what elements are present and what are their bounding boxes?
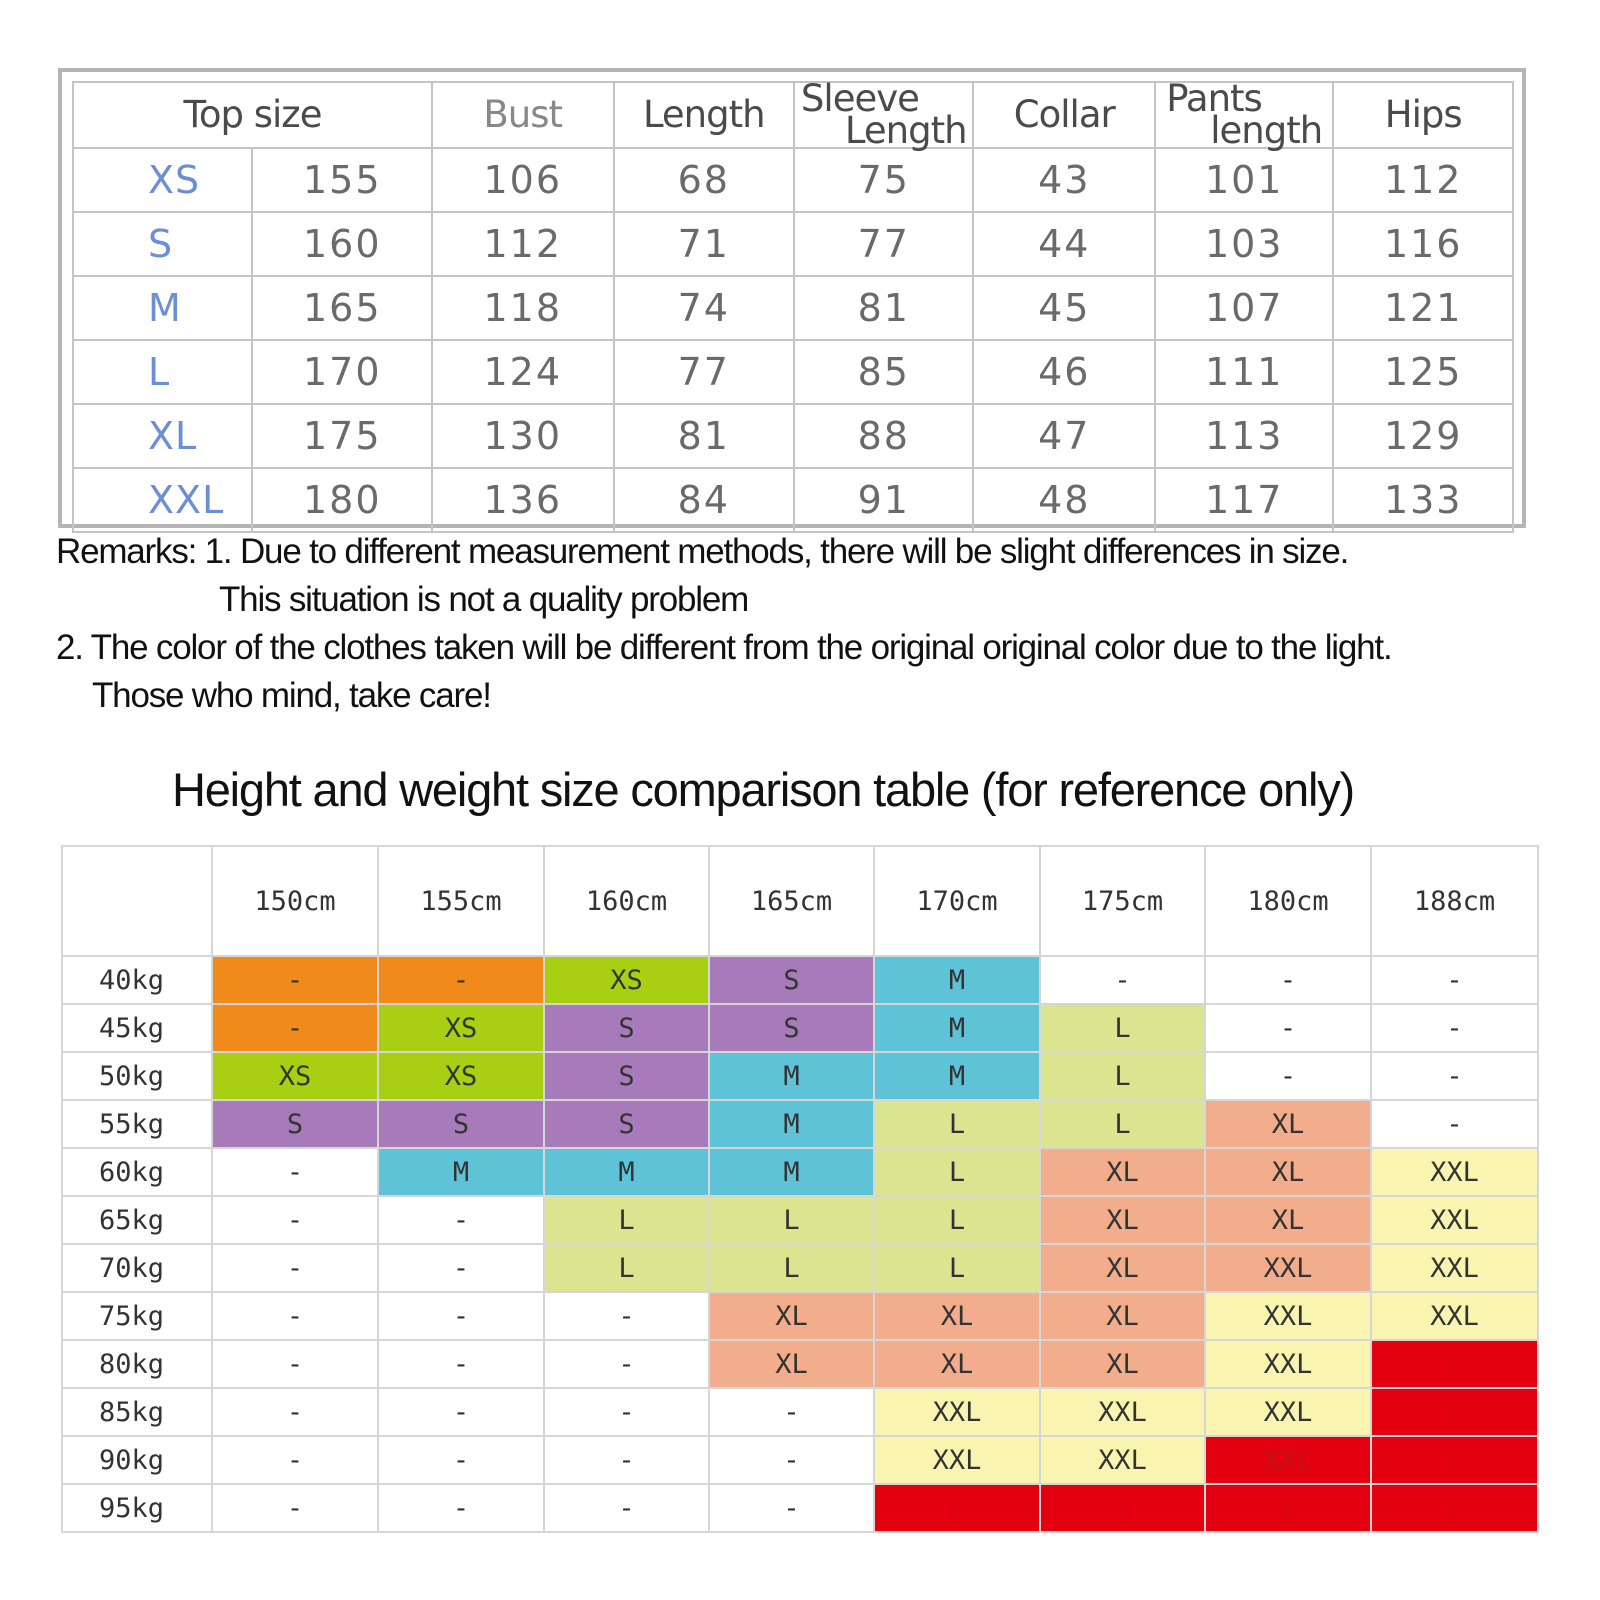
size-recommendation-cell: L bbox=[1040, 1100, 1205, 1148]
height-header-cell: 188cm bbox=[1371, 846, 1538, 956]
size-cell-hips: 112 bbox=[1333, 148, 1513, 212]
size-recommendation-cell: XXL bbox=[1371, 1196, 1538, 1244]
size-recommendation-cell: - bbox=[1205, 1004, 1371, 1052]
size-recommendation-cell: XS bbox=[212, 1052, 378, 1100]
size-recommendation-cell: - bbox=[378, 1484, 544, 1532]
weight-row bbox=[62, 1244, 1538, 1292]
size-recommendation-cell: M bbox=[709, 1148, 874, 1196]
height-header-cell: 175cm bbox=[1040, 846, 1205, 956]
size-recommendation-cell: XL bbox=[1040, 1196, 1205, 1244]
size-recommendation-cell: - bbox=[1371, 1052, 1538, 1100]
size-cell-size: M bbox=[73, 276, 252, 340]
size-recommendation-cell: XXL bbox=[1205, 1244, 1371, 1292]
size-recommendation-cell: - bbox=[212, 1388, 378, 1436]
size-recommendation-cell: S bbox=[544, 1052, 709, 1100]
size-recommendation-cell: - bbox=[709, 1388, 874, 1436]
size-recommendation-cell: - bbox=[544, 1436, 709, 1484]
height-header-cell: 165cm bbox=[709, 846, 874, 956]
height-header-cell: 160cm bbox=[544, 846, 709, 956]
weight-label: 95kg bbox=[62, 1484, 212, 1532]
size-cell-size: XXL bbox=[73, 468, 252, 532]
size-recommendation-cell: L bbox=[874, 1148, 1040, 1196]
height-header-cell: 170cm bbox=[874, 846, 1040, 956]
remark-line-2: This situation is not a quality problem bbox=[219, 580, 749, 619]
size-recommendation-cell: XL bbox=[709, 1340, 874, 1388]
weight-label: 75kg bbox=[62, 1292, 212, 1340]
size-cell-height: 170 bbox=[252, 340, 432, 404]
height-weight-table bbox=[61, 845, 1539, 1533]
size-recommendation-cell: - bbox=[378, 1388, 544, 1436]
size-recommendation-cell: M bbox=[874, 1052, 1040, 1100]
size-cell-size: S bbox=[73, 212, 252, 276]
size-cell-pants: 117 bbox=[1155, 468, 1333, 532]
size-recommendation-cell: M bbox=[709, 1052, 874, 1100]
size-recommendation-cell: XL bbox=[1040, 1292, 1205, 1340]
header-pants-length bbox=[1155, 77, 1333, 152]
size-cell-hips: 125 bbox=[1333, 340, 1513, 404]
size-recommendation-cell: - bbox=[212, 1004, 378, 1052]
size-recommendation-cell: - bbox=[544, 1292, 709, 1340]
size-recommendation-cell: - bbox=[212, 1292, 378, 1340]
size-recommendation-cell: XXL bbox=[874, 1388, 1040, 1436]
size-cell-bust: 112 bbox=[432, 212, 614, 276]
size-cell-pants: 103 bbox=[1155, 212, 1333, 276]
size-recommendation-cell: L bbox=[874, 1196, 1040, 1244]
size-recommendation-cell: XXL bbox=[1205, 1436, 1371, 1484]
weight-row bbox=[62, 956, 1538, 1004]
weight-label: 90kg bbox=[62, 1436, 212, 1484]
weight-label: 65kg bbox=[62, 1196, 212, 1244]
weight-label: 45kg bbox=[62, 1004, 212, 1052]
size-recommendation-cell: M bbox=[378, 1148, 544, 1196]
height-header-cell: 180cm bbox=[1205, 846, 1371, 956]
size-recommendation-cell: - bbox=[1371, 1388, 1538, 1436]
size-recommendation-cell: - bbox=[212, 1244, 378, 1292]
size-recommendation-cell: - bbox=[1371, 1484, 1538, 1532]
corner-cell bbox=[62, 846, 212, 956]
size-recommendation-cell: XS bbox=[378, 1052, 544, 1100]
height-weight-body bbox=[62, 956, 1538, 1532]
size-recommendation-cell: XL bbox=[874, 1292, 1040, 1340]
height-weight-title: Height and weight size comparison table (for reference only) bbox=[172, 763, 1354, 816]
size-cell-pants: 113 bbox=[1155, 404, 1333, 468]
size-recommendation-cell: - bbox=[212, 1484, 378, 1532]
size-recommendation-cell: L bbox=[874, 1244, 1040, 1292]
size-cell-collar: 45 bbox=[973, 276, 1155, 340]
header-collar: Collar bbox=[973, 82, 1155, 148]
size-recommendation-cell: - bbox=[709, 1436, 874, 1484]
size-cell-collar: 47 bbox=[973, 404, 1155, 468]
size-recommendation-cell: S bbox=[544, 1004, 709, 1052]
size-recommendation-cell: L bbox=[1040, 1052, 1205, 1100]
size-cell-length: 74 bbox=[614, 276, 795, 340]
weight-label: 80kg bbox=[62, 1340, 212, 1388]
weight-row bbox=[62, 1388, 1538, 1436]
size-recommendation-cell: - bbox=[1205, 1484, 1371, 1532]
size-cell-hips: 116 bbox=[1333, 212, 1513, 276]
weight-row bbox=[62, 1340, 1538, 1388]
weight-row bbox=[62, 1100, 1538, 1148]
size-recommendation-cell: - bbox=[1205, 956, 1371, 1004]
size-recommendation-cell: S bbox=[544, 1100, 709, 1148]
size-cell-height: 175 bbox=[252, 404, 432, 468]
size-recommendation-cell: XL bbox=[1205, 1100, 1371, 1148]
size-cell-bust: 106 bbox=[432, 148, 614, 212]
size-cell-sleeve: 81 bbox=[794, 276, 973, 340]
size-recommendation-cell: L bbox=[709, 1244, 874, 1292]
size-row bbox=[73, 340, 1513, 404]
size-cell-collar: 43 bbox=[973, 148, 1155, 212]
size-cell-hips: 133 bbox=[1333, 468, 1513, 532]
size-row bbox=[73, 276, 1513, 340]
size-recommendation-cell: - bbox=[212, 956, 378, 1004]
size-recommendation-cell: S bbox=[709, 956, 874, 1004]
height-header-cell: 150cm bbox=[212, 846, 378, 956]
size-cell-length: 71 bbox=[614, 212, 795, 276]
remark-line-4: Those who mind, take care! bbox=[92, 676, 491, 715]
size-recommendation-cell: XL bbox=[1040, 1244, 1205, 1292]
weight-label: 60kg bbox=[62, 1148, 212, 1196]
size-recommendation-cell: XL bbox=[709, 1292, 874, 1340]
size-recommendation-cell: XXL bbox=[874, 1436, 1040, 1484]
weight-row bbox=[62, 1436, 1538, 1484]
size-row bbox=[73, 404, 1513, 468]
size-recommendation-cell: - bbox=[378, 1436, 544, 1484]
size-cell-height: 180 bbox=[252, 468, 432, 532]
size-chart-body bbox=[73, 148, 1513, 532]
size-recommendation-cell: XXL bbox=[1040, 1388, 1205, 1436]
size-recommendation-cell: - bbox=[378, 1340, 544, 1388]
size-recommendation-cell: - bbox=[378, 1244, 544, 1292]
size-recommendation-cell: M bbox=[874, 956, 1040, 1004]
size-recommendation-cell: M bbox=[709, 1100, 874, 1148]
size-cell-collar: 44 bbox=[973, 212, 1155, 276]
height-header-cell: 155cm bbox=[378, 846, 544, 956]
size-recommendation-cell: XXL bbox=[1205, 1340, 1371, 1388]
size-recommendation-cell: XL bbox=[1205, 1148, 1371, 1196]
remark-line-3: 2. The color of the clothes taken will be different from the original original color due to the light. bbox=[56, 628, 1392, 667]
size-recommendation-cell: - bbox=[1040, 956, 1205, 1004]
size-cell-hips: 129 bbox=[1333, 404, 1513, 468]
size-cell-sleeve: 91 bbox=[794, 468, 973, 532]
size-recommendation-cell: L bbox=[544, 1196, 709, 1244]
size-recommendation-cell: L bbox=[874, 1100, 1040, 1148]
size-recommendation-cell: XL bbox=[1040, 1148, 1205, 1196]
size-recommendation-cell: - bbox=[212, 1436, 378, 1484]
size-cell-bust: 130 bbox=[432, 404, 614, 468]
size-cell-length: 84 bbox=[614, 468, 795, 532]
size-recommendation-cell: XXL bbox=[1205, 1292, 1371, 1340]
size-cell-length: 77 bbox=[614, 340, 795, 404]
size-recommendation-cell: - bbox=[1040, 1484, 1205, 1532]
remark-line-1: Remarks: 1. Due to different measurement methods, there will be slight differences in size. bbox=[56, 532, 1349, 571]
size-recommendation-cell: L bbox=[709, 1196, 874, 1244]
size-row bbox=[73, 468, 1513, 532]
weight-row bbox=[62, 1484, 1538, 1532]
size-recommendation-cell: L bbox=[1040, 1004, 1205, 1052]
size-recommendation-cell: - bbox=[1205, 1052, 1371, 1100]
size-recommendation-cell: S bbox=[378, 1100, 544, 1148]
size-cell-height: 165 bbox=[252, 276, 432, 340]
size-cell-length: 68 bbox=[614, 148, 795, 212]
size-recommendation-cell: M bbox=[874, 1004, 1040, 1052]
size-cell-collar: 46 bbox=[973, 340, 1155, 404]
size-cell-bust: 136 bbox=[432, 468, 614, 532]
size-recommendation-cell: - bbox=[378, 1196, 544, 1244]
weight-label: 85kg bbox=[62, 1388, 212, 1436]
size-recommendation-cell: - bbox=[378, 956, 544, 1004]
size-cell-bust: 124 bbox=[432, 340, 614, 404]
size-recommendation-cell: - bbox=[544, 1340, 709, 1388]
header-length: Length bbox=[614, 82, 795, 148]
size-cell-pants: 111 bbox=[1155, 340, 1333, 404]
size-cell-size: XL bbox=[73, 404, 252, 468]
header-pants-line1: Pants bbox=[1166, 77, 1262, 120]
header-top-size: Top size bbox=[73, 82, 432, 148]
size-recommendation-cell: S bbox=[709, 1004, 874, 1052]
size-cell-pants: 107 bbox=[1155, 276, 1333, 340]
weight-label: 55kg bbox=[62, 1100, 212, 1148]
size-recommendation-cell: - bbox=[544, 1484, 709, 1532]
size-cell-sleeve: 85 bbox=[794, 340, 973, 404]
size-recommendation-cell: XL bbox=[1040, 1340, 1205, 1388]
size-row bbox=[73, 148, 1513, 212]
size-recommendation-cell: M bbox=[544, 1148, 709, 1196]
size-cell-hips: 121 bbox=[1333, 276, 1513, 340]
weight-label: 40kg bbox=[62, 956, 212, 1004]
size-recommendation-cell: XS bbox=[378, 1004, 544, 1052]
size-cell-size: XS bbox=[73, 148, 252, 212]
size-recommendation-cell: - bbox=[1371, 1340, 1538, 1388]
size-recommendation-cell: XXL bbox=[1205, 1388, 1371, 1436]
header-sleeve-line1: Sleeve bbox=[800, 77, 919, 120]
size-recommendation-cell: XS bbox=[544, 956, 709, 1004]
weight-row bbox=[62, 1292, 1538, 1340]
header-sleeve-length bbox=[794, 77, 973, 152]
size-recommendation-cell: - bbox=[212, 1340, 378, 1388]
size-cell-sleeve: 77 bbox=[794, 212, 973, 276]
size-cell-height: 160 bbox=[252, 212, 432, 276]
size-recommendation-cell: - bbox=[544, 1388, 709, 1436]
size-recommendation-cell: - bbox=[212, 1196, 378, 1244]
size-recommendation-cell: XL bbox=[874, 1340, 1040, 1388]
weight-row bbox=[62, 1148, 1538, 1196]
weight-row bbox=[62, 1196, 1538, 1244]
size-recommendation-cell: - bbox=[1371, 956, 1538, 1004]
size-recommendation-cell: - bbox=[874, 1484, 1040, 1532]
header-sleeve-line2: Length bbox=[844, 109, 967, 152]
size-cell-size: L bbox=[73, 340, 252, 404]
size-recommendation-cell: XXL bbox=[1371, 1244, 1538, 1292]
size-recommendation-cell: XL bbox=[1205, 1196, 1371, 1244]
size-cell-length: 81 bbox=[614, 404, 795, 468]
weight-label: 50kg bbox=[62, 1052, 212, 1100]
size-cell-sleeve: 88 bbox=[794, 404, 973, 468]
size-cell-pants: 101 bbox=[1155, 148, 1333, 212]
size-cell-height: 155 bbox=[252, 148, 432, 212]
size-recommendation-cell: - bbox=[212, 1148, 378, 1196]
size-chart-table bbox=[72, 77, 1514, 533]
size-cell-collar: 48 bbox=[973, 468, 1155, 532]
weight-row bbox=[62, 1052, 1538, 1100]
size-recommendation-cell: XXL bbox=[1371, 1292, 1538, 1340]
size-recommendation-cell: XXL bbox=[1371, 1148, 1538, 1196]
size-recommendation-cell: - bbox=[1371, 1436, 1538, 1484]
size-recommendation-cell: - bbox=[1371, 1100, 1538, 1148]
weight-row bbox=[62, 1004, 1538, 1052]
size-recommendation-cell: L bbox=[544, 1244, 709, 1292]
weight-label: 70kg bbox=[62, 1244, 212, 1292]
header-pants-line2: length bbox=[1210, 109, 1323, 152]
size-recommendation-cell: - bbox=[378, 1292, 544, 1340]
header-hips: Hips bbox=[1333, 82, 1513, 148]
size-recommendation-cell: - bbox=[709, 1484, 874, 1532]
size-cell-bust: 118 bbox=[432, 276, 614, 340]
size-recommendation-cell: S bbox=[212, 1100, 378, 1148]
size-row bbox=[73, 212, 1513, 276]
size-recommendation-cell: XXL bbox=[1040, 1436, 1205, 1484]
height-header-row bbox=[62, 846, 1538, 956]
header-bust: Bust bbox=[432, 82, 614, 148]
size-recommendation-cell: - bbox=[1371, 1004, 1538, 1052]
size-cell-sleeve: 75 bbox=[794, 148, 973, 212]
